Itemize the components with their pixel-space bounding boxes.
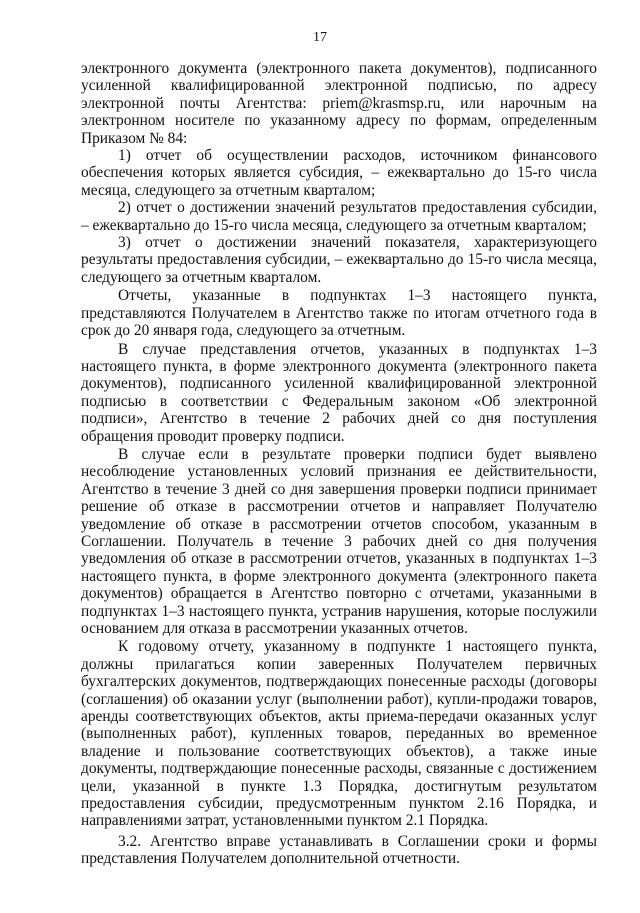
paragraph-item-3: 3) отчет о достижении значений показателя, характеризующего результаты предоставления субсидии, – ежеквартально до 15-го числа месяца, следующего за отчетным кварталом.	[81, 234, 597, 286]
paragraph-annual-reports: Отчеты, указанные в подпунктах 1–3 настоящего пункта, представляются Получателем в Агентство также по итогам отчетного года в срок до 20 января года, следующего за отчетным.	[81, 287, 597, 340]
document-body	[81, 60, 597, 868]
paragraph-item-1: 1) отчет об осуществлении расходов, источником финансового обеспечения которых является субсидия, – ежеквартально до 15-го числа месяца, следующего за отчетным кварталом;	[81, 147, 597, 199]
paragraph-annual-attachments: К годовому отчету, указанному в подпункте 1 настоящего пункта, должны прилагаться копии заверенных Получателем первичных бухгалтерских документов, подтверждающих понесенные расходы (договоры (соглашения) об оказании услуг (выполнении работ), купли-продажи товаров, аренды соответствующих объектов, акты приема-передачи оказанных услуг (выполненных работ), купленных товаров, переданных во временное владение и пользование соответствующих объектов), а также иные документы, подтверждающие понесенные расходы, связанные с достижением цели, указанной в пункте 1.3 Порядка, достигнутым результатом предоставления субсидии, предусмотренным пунктом 2.16 Порядка, и направлениями затрат, установленными пунктом 2.1 Порядка.	[81, 638, 597, 830]
page-number: 17	[313, 30, 327, 45]
paragraph-item-2: 2) отчет о достижении значений результатов предоставления субсидии, – ежеквартально до 15-го числа месяца, следующего за отчетным кварталом;	[81, 199, 597, 234]
paragraph-continuation: электронного документа (электронного пакета документов), подписанного усиленной квалифицированной электронной подписью, по адресу электронной почты Агентства: priem@krasmsp.ru, или нарочным на электронном носителе по указанному адресу по формам, определенным Приказом № 84:	[81, 60, 597, 147]
paragraph-section-3-2: 3.2. Агентство вправе устанавливать в Соглашении сроки и формы представления Получателем дополнительной отчетности.	[81, 832, 597, 868]
paragraph-signature-check: В случае представления отчетов, указанных в подпунктах 1–3 настоящего пункта, в форме электронного документа (электронного пакета документов), подписанного усиленной квалифицированной электронной подписью в соответствии с Федеральным законом «Об электронной подписи», Агентство в течение 2 рабочих дней со дня поступления обращения проводит проверку подписи.	[81, 340, 597, 445]
paragraph-refusal: В случае если в результате проверки подписи будет выявлено несоблюдение установленных условий признания ее действительности, Агентство в течение 3 дней со дня завершения проверки подписи принимает решение об отказе в рассмотрении отчетов и направляет Получателю уведомление об отказе в рассмотрении отчетов способом, указанным в Соглашении. Получатель в течение 3 рабочих дней со дня получения уведомления об отказе в рассмотрении отчетов, указанных в подпунктах 1–3 настоящего пункта, в форме электронного документа (электронного пакета документов) обращается в Агентство повторно с отчетами, указанными в подпунктах 1–3 настоящего пункта, устранив нарушения, которые послужили основанием для отказа в рассмотрении указанных отчетов.	[81, 445, 597, 637]
